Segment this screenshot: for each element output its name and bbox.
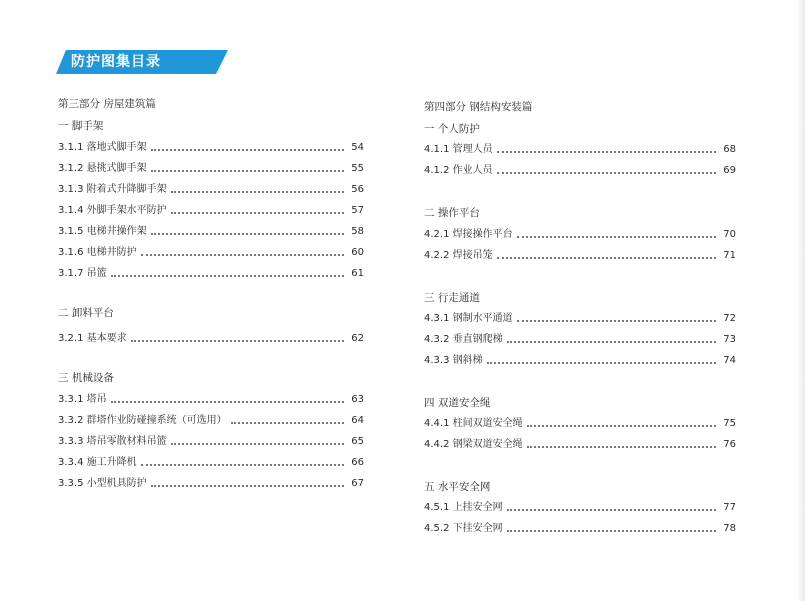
toc-entry[interactable]: [58, 414, 364, 428]
dot-leader: [151, 170, 344, 172]
toc-entry-label: 3.3.5 小型机具防护: [58, 478, 147, 489]
toc-entry[interactable]: [58, 204, 364, 218]
toc-entry-page: 62: [351, 333, 364, 344]
section-heading: 二 操作平台: [424, 207, 480, 219]
part-title: 第三部分 房屋建筑篇: [58, 98, 156, 110]
toc-entry-page: 69: [723, 165, 736, 176]
toc-entry-label: 3.1.7 吊篮: [58, 268, 107, 279]
toc-entry-label: 3.2.1 基本要求: [58, 333, 127, 344]
toc-entry[interactable]: [58, 225, 364, 239]
toc-entry-page: 64: [351, 415, 364, 426]
toc-entry-page: 54: [351, 142, 364, 153]
toc-entry[interactable]: [424, 354, 736, 368]
toc-entry-label: 4.3.2 垂直钢爬梯: [424, 334, 503, 345]
dot-leader: [517, 236, 716, 238]
dot-leader: [487, 362, 716, 364]
toc-entry[interactable]: [58, 393, 364, 407]
toc-entry-label: 4.1.1 管理人员: [424, 144, 493, 155]
dot-leader: [171, 212, 344, 214]
dot-leader: [111, 275, 344, 277]
part-title: 第四部分 钢结构安装篇: [424, 101, 533, 113]
toc-entry-label: 4.5.1 上挂安全网: [424, 502, 503, 513]
toc-entry-page: 71: [723, 250, 736, 261]
toc-entry-page: 76: [723, 439, 736, 450]
section-heading: 三 行走通道: [424, 292, 480, 304]
dot-leader: [527, 446, 716, 448]
toc-entry[interactable]: [58, 332, 364, 346]
dot-leader: [151, 233, 344, 235]
toc-entry[interactable]: [424, 333, 736, 347]
toc-entry-page: 57: [351, 205, 364, 216]
toc-entry-label: 4.4.2 钢梁双道安全绳: [424, 439, 523, 450]
toc-entry-page: 61: [351, 268, 364, 279]
toc-entry[interactable]: [58, 162, 364, 176]
toc-entry-label: 3.3.3 塔吊零散材料吊篮: [58, 436, 167, 447]
dot-leader: [507, 509, 716, 511]
toc-entry[interactable]: [58, 477, 364, 491]
toc-entry[interactable]: [58, 246, 364, 260]
toc-entry[interactable]: [58, 456, 364, 470]
toc-entry-label: 3.3.4 施工升降机: [58, 457, 137, 468]
toc-entry[interactable]: [58, 267, 364, 281]
dot-leader: [497, 172, 716, 174]
toc-entry-page: 74: [723, 355, 736, 366]
toc-entry-label: 3.1.4 外脚手架水平防护: [58, 205, 167, 216]
toc-entry-page: 58: [351, 226, 364, 237]
toc-entry-label: 3.1.1 落地式脚手架: [58, 142, 147, 153]
toc-entry-label: 3.1.3 附着式升降脚手架: [58, 184, 167, 195]
page-title: 防护图集目录: [71, 54, 161, 70]
toc-entry-page: 78: [723, 523, 736, 534]
section-heading: 四 双道安全绳: [424, 397, 491, 409]
section-heading: 二 卸料平台: [58, 307, 114, 319]
toc-entry[interactable]: [424, 164, 736, 178]
toc-entry-page: 77: [723, 502, 736, 513]
dot-leader: [151, 149, 344, 151]
toc-entry[interactable]: [424, 501, 736, 515]
toc-entry[interactable]: [58, 435, 364, 449]
toc-entry-label: 4.3.3 钢斜梯: [424, 355, 483, 366]
toc-entry-page: 63: [351, 394, 364, 405]
toc-entry-page: 73: [723, 334, 736, 345]
section-heading: 一 个人防护: [424, 123, 480, 135]
dot-leader: [141, 464, 344, 466]
toc-entry-label: 4.4.1 柱间双道安全绳: [424, 418, 523, 429]
toc-entry-page: 55: [351, 163, 364, 174]
toc-entry[interactable]: [424, 228, 736, 242]
dot-leader: [497, 151, 716, 153]
dot-leader: [131, 340, 344, 342]
toc-entry-page: 66: [351, 457, 364, 468]
toc-entry-label: 3.1.5 电梯井操作架: [58, 226, 147, 237]
toc-entry[interactable]: [424, 417, 736, 431]
section-heading: 三 机械设备: [58, 372, 114, 384]
toc-entry-page: 67: [351, 478, 364, 489]
toc-entry[interactable]: [424, 438, 736, 452]
section-heading: 一 脚手架: [58, 120, 104, 132]
toc-entry-label: 4.2.2 焊接吊笼: [424, 250, 493, 261]
toc-entry-label: 4.2.1 焊接操作平台: [424, 229, 513, 240]
page-edge: [797, 0, 805, 601]
dot-leader: [141, 254, 344, 256]
toc-entry-label: 3.3.2 群塔作业防碰撞系统（可选用）: [58, 415, 227, 426]
dot-leader: [507, 341, 716, 343]
toc-entry-page: 72: [723, 313, 736, 324]
toc-entry-label: 4.5.2 下挂安全网: [424, 523, 503, 534]
toc-entry[interactable]: [424, 522, 736, 536]
toc-entry-page: 70: [723, 229, 736, 240]
toc-entry-label: 3.3.1 塔吊: [58, 394, 107, 405]
toc-entry-label: 4.3.1 钢制水平通道: [424, 313, 513, 324]
toc-entry[interactable]: [424, 249, 736, 263]
toc-entry-label: 3.1.6 电梯井防护: [58, 247, 137, 258]
toc-entry-page: 68: [723, 144, 736, 155]
dot-leader: [231, 422, 344, 424]
toc-entry-page: 65: [351, 436, 364, 447]
toc-entry[interactable]: [58, 183, 364, 197]
toc-entry[interactable]: [58, 141, 364, 155]
toc-entry-label: 3.1.2 悬挑式脚手架: [58, 163, 147, 174]
toc-entry-page: 56: [351, 184, 364, 195]
dot-leader: [507, 530, 716, 532]
toc-entry[interactable]: [424, 143, 736, 157]
toc-entry-label: 4.1.2 作业人员: [424, 165, 493, 176]
toc-entry-page: 60: [351, 247, 364, 258]
dot-leader: [527, 425, 716, 427]
dot-leader: [111, 401, 344, 403]
dot-leader: [171, 191, 344, 193]
dot-leader: [517, 320, 716, 322]
dot-leader: [497, 257, 716, 259]
toc-entry[interactable]: [424, 312, 736, 326]
dot-leader: [171, 443, 344, 445]
toc-entry-page: 75: [723, 418, 736, 429]
section-heading: 五 水平安全网: [424, 481, 491, 493]
dot-leader: [151, 485, 344, 487]
